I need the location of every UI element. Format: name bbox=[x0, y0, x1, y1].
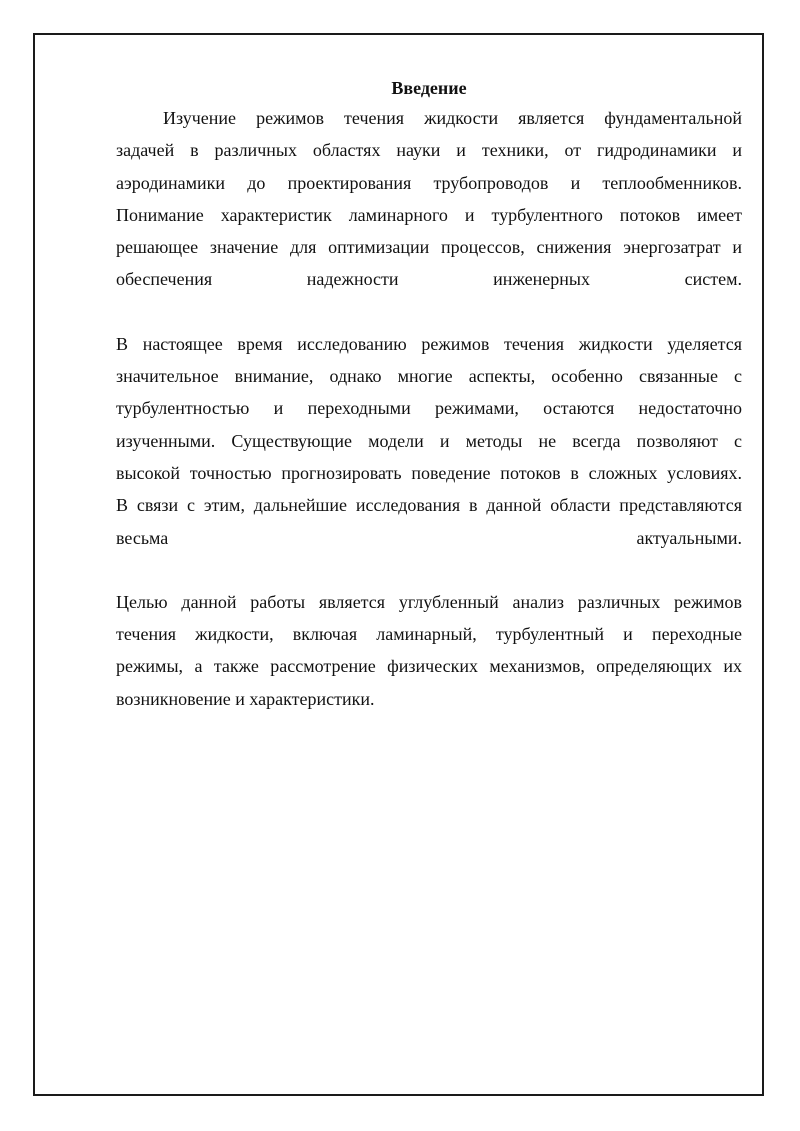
paragraph-line: решающее значение для оптимизации процессов, снижения энергозатрат и bbox=[116, 237, 742, 258]
paragraph-word: обеспечения bbox=[116, 269, 213, 290]
paragraph-line: Целью данной работы является углубленный анализ различных режимов bbox=[116, 591, 742, 612]
paragraph-word: надежности bbox=[306, 269, 399, 290]
paragraph-spacer bbox=[116, 554, 742, 586]
document-body bbox=[116, 74, 742, 715]
paragraph-line: течения жидкости, включая ламинарный, турбулентный и переходные bbox=[116, 624, 742, 645]
paragraph-line: возникновение и характеристики. bbox=[116, 688, 375, 709]
paragraph-2 bbox=[116, 328, 742, 554]
paragraph-word: систем. bbox=[684, 269, 742, 290]
paragraph-line: значительное внимание, однако многие аспекты, особенно связанные с bbox=[116, 366, 742, 387]
paragraph-line bbox=[116, 263, 742, 295]
paragraph-1 bbox=[116, 102, 742, 296]
paragraph-line: изученными. Существующие модели и методы не всегда позволяют с bbox=[116, 430, 742, 451]
paragraph-line: В настоящее время исследованию режимов течения жидкости уделяется bbox=[116, 333, 742, 354]
paragraph-line: Изучение режимов течения жидкости является фундаментальной bbox=[163, 108, 742, 128]
paragraph-line: задачей в различных областях науки и техники, от гидродинамики и bbox=[116, 140, 742, 161]
paragraph-line: турбулентностью и переходными режимами, остаются недостаточно bbox=[116, 398, 742, 419]
paragraph-word: инженерных bbox=[493, 269, 590, 290]
paragraph-line: высокой точностью прогнозировать поведение потоков в сложных условиях. bbox=[116, 462, 742, 483]
paragraph-word: весьма bbox=[116, 527, 169, 548]
paragraph-line: аэродинамики до проектирования трубопроводов и теплообменников. bbox=[116, 172, 742, 193]
paragraph-line: режимы, а также рассмотрение физических механизмов, определяющих их bbox=[116, 656, 742, 677]
paragraph-3 bbox=[116, 586, 742, 715]
paragraph-line bbox=[116, 522, 742, 554]
paragraph-line: В связи с этим, дальнейшие исследования в данной области представляются bbox=[116, 495, 742, 516]
document-title: Введение bbox=[391, 78, 467, 98]
paragraph-spacer bbox=[116, 296, 742, 328]
paragraph-word: актуальными. bbox=[636, 527, 742, 548]
paragraph-line: Понимание характеристик ламинарного и турбулентного потоков имеет bbox=[116, 204, 742, 225]
